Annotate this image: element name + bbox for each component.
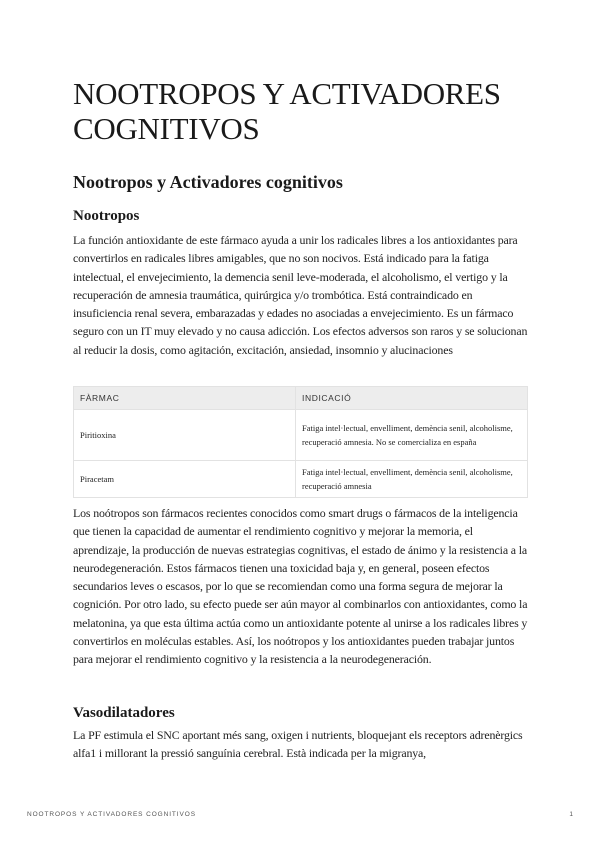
table-header-row [74, 387, 528, 410]
section-heading: Nootropos y Activadores cognitivos [73, 172, 343, 192]
nootropos-paragraph: La función antioxidante de este fármaco ayuda a unir los radicales libres a los antioxidantes para convertirlos en radicales libres amigables, que no son nocivos. Está indicado para la fatiga intelectual, el envejecimiento, la demencia senil leve-moderada, el alcoholismo, el vertigo y la recuperación de amnesia traumática, quirúrgica y/o trombótica. Está contraindicado en insuficiencia renal severa, embarazadas y edades no asociadas a envejecimiento. Es un fármaco seguro con un IT muy elevado y no causa adicción. Los efectos adversos son raros y se solucionan al reducir la dosis, como agitación, excitación, ansiedad, insomnio y alucinaciones [73, 233, 528, 357]
subsection-heading-nootropos: Nootropos [73, 208, 140, 224]
table-cell-drug: Piracetam [74, 461, 296, 498]
table-header-drug: FÀRMAC [74, 387, 296, 410]
table-row [74, 410, 528, 461]
table-cell-indication: Fatiga intel·lectual, envelliment, demència senil, alcoholisme, recuperació amnesia [296, 461, 528, 498]
table-row [74, 461, 528, 498]
table-header-indication: INDICACIÓ [296, 387, 528, 410]
vasodilatadores-paragraph: La PF estimula el SNC aportant més sang, oxigen i nutrients, bloquejant els receptors adrenèrgics alfa1 i millorant la pressió sanguínia cerebral. Està indicada per la migranya, [73, 728, 523, 761]
document-title: NOOTROPOS Y ACTIVADORES COGNITIVOS [73, 76, 501, 146]
drug-indication-table [73, 386, 528, 498]
footer-running-title: NOOTROPOS Y ACTIVADORES COGNITIVOS [27, 811, 196, 818]
table-cell-drug: Piritioxina [74, 410, 296, 461]
page-footer [27, 811, 573, 818]
nootropos-description-paragraph: Los noótropos son fármacos recientes conocidos como smart drugs o fármacos de la inteligencia que tienen la capacidad de aumentar el rendimiento cognitivo y mejorar la memoria, el aprendizaje, la producción de nuevas estrategias cognitivas, el estado de ánimo y la resistencia a la neurodegeneración. Estos fármacos tienen una toxicidad baja y, en general, poseen efectos secundarios leves o escasos, por lo que se recomiendan como una forma segura de mejorar la cognición. Por otro lado, su efecto puede ser aún mayor al combinarlos con antioxidantes, como la melatonina, ya que esta última actúa como un antioxidante potente al unirse a los radicales libres y convertirlos en moléculas estables. Así, los noótropos y los antioxidantes pueden trabajar juntos para mejorar el rendimiento cognitivo y la resistencia a la neurodegeneración. [73, 506, 528, 667]
table-cell-indication: Fatiga intel·lectual, envelliment, demència senil, alcoholisme, recuperació amnesia. No se comercializa en españa [296, 410, 528, 461]
footer-page-number: 1 [569, 811, 573, 818]
subsection-heading-vasodilatadores: Vasodilatadores [73, 705, 175, 721]
